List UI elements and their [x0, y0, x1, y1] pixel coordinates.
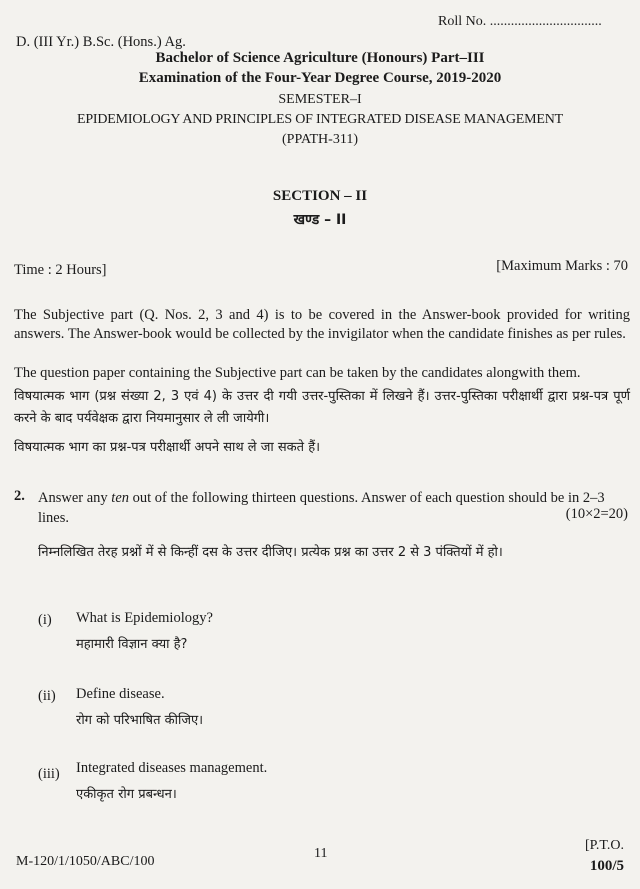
section-heading: SECTION – II [272, 188, 368, 204]
question-text-b: out of the following thirteen questions. Answer of each question should be in 2–3 lines. [38, 490, 605, 526]
item-number: (ii) [38, 688, 56, 704]
degree-title: Bachelor of Science Agriculture (Honours) Part–III [155, 50, 485, 66]
question-text-a: Answer any [38, 490, 112, 506]
question-text [38, 488, 630, 528]
item-number: (i) [38, 612, 52, 628]
footer-code: M-120/1/1050/ABC/100 [16, 854, 155, 869]
item-hindi: महामारी विज्ञान क्या है? [76, 637, 188, 652]
semester: SEMESTER–I [278, 92, 362, 107]
item-hindi: एकीकृत रोग प्रबन्धन। [76, 787, 177, 802]
instruction-english-2: The question paper containing the Subjective part can be taken by the candidates alongwith them. [14, 365, 581, 381]
subject-title: EPIDEMIOLOGY AND PRINCIPLES OF INTEGRATED DISEASE MANAGEMENT [76, 112, 564, 127]
roll-number: Roll No. ................................ [438, 14, 602, 29]
item-english: Integrated diseases management. [76, 760, 268, 776]
section-heading-hindi: खण्ड – II [293, 212, 347, 228]
question-number: 2. [14, 488, 25, 504]
instruction-hindi-2: विषयात्मक भाग का प्रश्न-पत्र परीक्षार्थी अपने साथ ले जा सकते हैं। [14, 440, 321, 455]
paper-code: D. (III Yr.) B.Sc. (Hons.) Ag. [16, 34, 186, 50]
item-english: Define disease. [76, 686, 165, 702]
page-number: 11 [314, 846, 328, 861]
question-text-hindi: निम्नलिखित तेरह प्रश्नों में से किन्हीं दस के उत्तर दीजिए। प्रत्येक प्रश्न का उत्तर 2 से 3 पंक्तियों में हो। [38, 545, 503, 560]
item-english: What is Epidemiology? [76, 610, 213, 626]
instruction-hindi: विषयात्मक भाग (प्रश्न संख्या 2, 3 एवं 4) के उत्तर दी गयी उत्तर-पुस्तिका में लिखने हैं। उत्तर-पुस्तिका परीक्षार्थी द्वारा प्रश्न-पत्र पूर्ण करने के बाद पर्यवेक्षक द्वारा नियमानुसार ले ली जायेगी। [14, 389, 630, 426]
set-code: 100/5 [589, 858, 624, 874]
maximum-marks: [Maximum Marks : 70 [496, 258, 628, 274]
instruction-english: The Subjective part (Q. Nos. 2, 3 and 4) is to be covered in the Answer-book provided for writing answers. The Answer-book would be collected by the invigilator when the candidate finishes as per rules. [14, 307, 630, 342]
item-number: (iii) [38, 766, 60, 782]
question-marks: (10×2=20) [565, 506, 628, 522]
course-code: (PPATH-311) [282, 132, 358, 147]
pto-label: [P.T.O. [584, 838, 624, 853]
time-allowed: Time : 2 Hours] [14, 262, 107, 278]
question-emphasis: ten [111, 490, 130, 506]
exam-title: Examination of the Four-Year Degree Course, 2019-2020 [138, 70, 502, 86]
item-hindi: रोग को परिभाषित कीजिए। [76, 713, 204, 728]
